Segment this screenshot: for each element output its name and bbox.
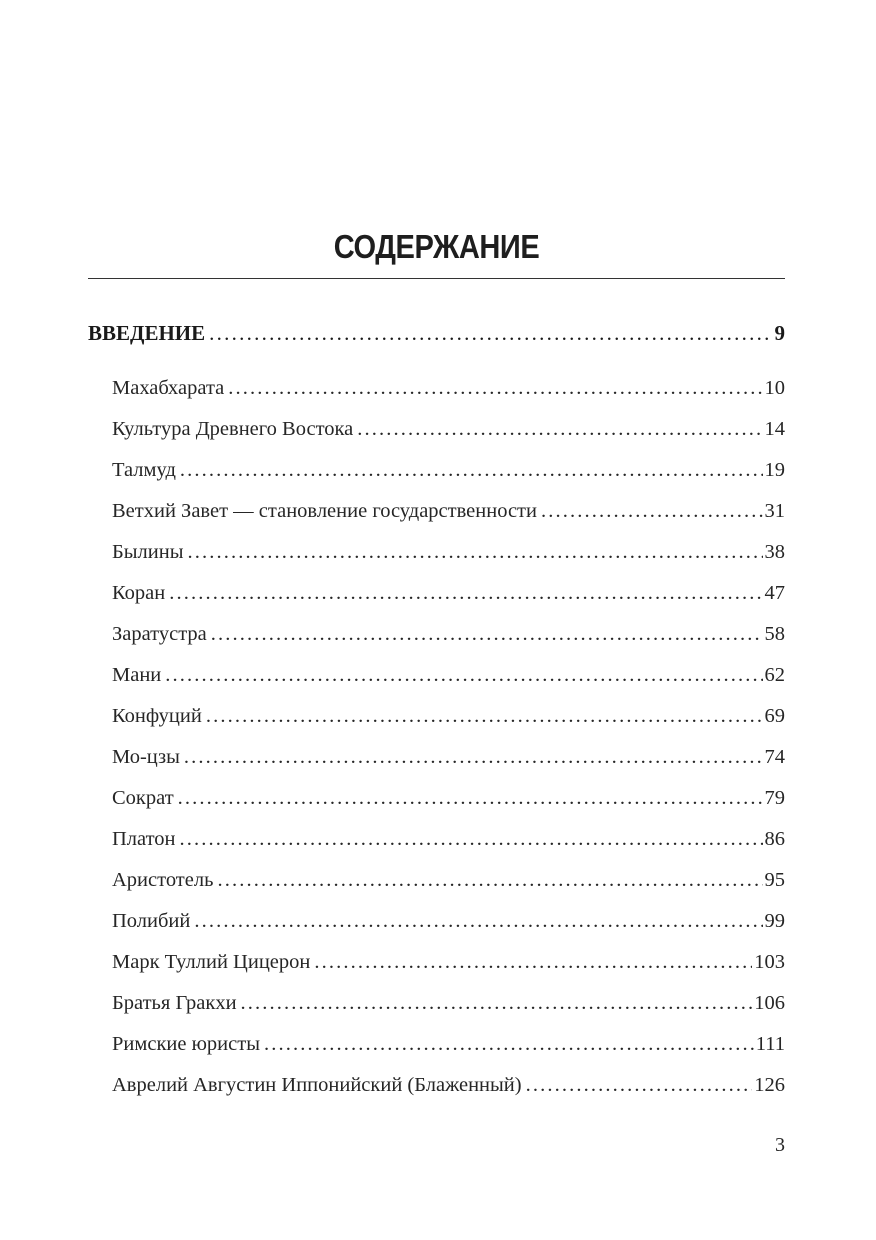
toc-entry — [112, 865, 785, 895]
toc-entry-label: Конфуций — [112, 705, 202, 727]
page-title: СОДЕРЖАНИЕ — [333, 228, 540, 265]
dot-leader — [357, 414, 762, 444]
toc-entry — [112, 373, 785, 403]
toc-entry-page: 58 — [764, 623, 785, 645]
toc-entry-page: 111 — [755, 1033, 785, 1055]
toc-entry — [112, 906, 785, 936]
page-number: 3 — [775, 1134, 785, 1156]
toc-entry — [112, 783, 785, 813]
toc-entry-page: 99 — [764, 910, 785, 932]
toc-entry — [112, 1029, 785, 1059]
toc-entry-page: 10 — [764, 377, 785, 399]
toc-entry — [112, 414, 785, 444]
toc-entry-page: 74 — [764, 746, 785, 768]
toc-entry-label: Мани — [112, 664, 162, 686]
toc-entry-page: 86 — [764, 828, 785, 850]
toc-entry — [112, 824, 785, 854]
toc-entry — [112, 537, 785, 567]
dot-leader — [194, 906, 762, 936]
toc-entry-page: 47 — [764, 582, 785, 604]
toc-entry-page: 31 — [764, 500, 785, 522]
toc-entry-label: Ветхий Завет — становление государственности — [112, 500, 537, 522]
dot-leader — [206, 701, 763, 731]
toc-entry-page: 79 — [764, 787, 785, 809]
toc-entry-label: Сократ — [112, 787, 174, 809]
toc-entry-label: Былины — [112, 541, 184, 563]
toc-entry-page: 9 — [774, 321, 785, 345]
toc-entry-label: Римские юристы — [112, 1033, 260, 1055]
toc-entry-page: 126 — [754, 1074, 785, 1096]
toc-entry — [112, 701, 785, 731]
toc-entry-page: 95 — [764, 869, 785, 891]
toc-entry-label: Аврелий Августин Иппонийский (Блаженный) — [112, 1074, 522, 1096]
toc-entry — [112, 1070, 785, 1100]
toc-entry-label: ВВЕДЕНИЕ — [88, 321, 206, 345]
toc-entry-page: 62 — [764, 664, 785, 686]
dot-leader — [211, 619, 763, 649]
toc-entry — [112, 455, 785, 485]
toc-entry-label: Коран — [112, 582, 166, 604]
dot-leader — [241, 988, 753, 1018]
dot-leader — [228, 373, 762, 403]
toc-entry-page: 14 — [764, 418, 785, 440]
toc-entry-page: 69 — [764, 705, 785, 727]
toc-entry-label: Аристотель — [112, 869, 214, 891]
toc-entry-page: 103 — [754, 951, 785, 973]
dot-leader — [184, 742, 763, 772]
toc-entry — [112, 578, 785, 608]
toc-entry-page: 19 — [764, 459, 785, 481]
dot-leader — [178, 783, 763, 813]
toc-entry-label: Заратустра — [112, 623, 207, 645]
toc-entry — [112, 619, 785, 649]
dot-leader — [188, 537, 763, 567]
toc-entry-label: Талмуд — [112, 459, 176, 481]
toc-entry-introduction — [88, 318, 785, 348]
dot-leader — [264, 1029, 754, 1059]
toc-entry — [112, 988, 785, 1018]
dot-leader — [314, 947, 752, 977]
dot-leader — [180, 455, 763, 485]
toc-entry-label: Братья Гракхи — [112, 992, 237, 1014]
dot-leader — [217, 865, 762, 895]
toc-entry-label: Культура Древнего Востока — [112, 418, 354, 440]
dot-leader — [169, 578, 762, 608]
toc-entry-page: 106 — [754, 992, 785, 1014]
toc-entry — [112, 660, 785, 690]
toc-entry — [112, 742, 785, 772]
toc-entry-label: Махабхарата — [112, 377, 225, 399]
toc-entry-label: Полибий — [112, 910, 191, 932]
dot-leader — [209, 318, 772, 348]
toc-entry-label: Мо-цзы — [112, 746, 180, 768]
toc-entry-page: 38 — [764, 541, 785, 563]
toc-entry — [112, 496, 785, 526]
toc-entry — [112, 947, 785, 977]
title-divider — [88, 278, 785, 279]
dot-leader — [526, 1070, 753, 1100]
dot-leader — [541, 496, 763, 526]
toc-entry-label: Марк Туллий Цицерон — [112, 951, 311, 973]
toc-entry-label: Платон — [112, 828, 176, 850]
dot-leader — [165, 660, 762, 690]
dot-leader — [180, 824, 763, 854]
